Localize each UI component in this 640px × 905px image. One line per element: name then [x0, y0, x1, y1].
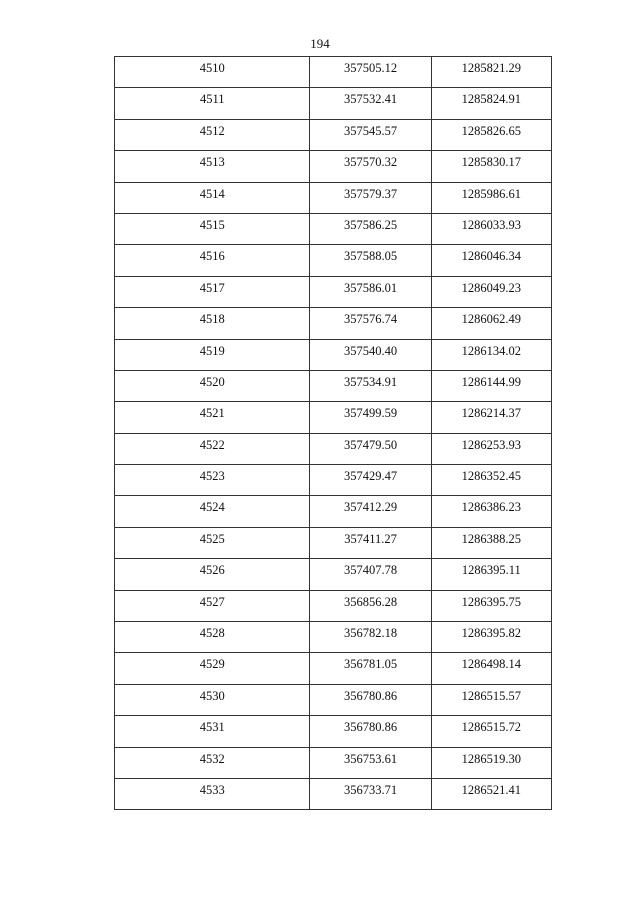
point-number-text: 4531	[199, 720, 225, 735]
y-coordinate-cell	[431, 119, 551, 150]
point-number-text: 4525	[199, 531, 225, 546]
y-coordinate-text: 1286134.02	[461, 343, 522, 358]
table-row	[115, 716, 552, 747]
table-row	[115, 465, 552, 496]
x-coordinate-text: 357429.47	[344, 469, 398, 484]
x-coordinate-cell	[310, 308, 431, 339]
x-coordinate-cell	[310, 245, 431, 276]
y-coordinate-cell	[431, 182, 551, 213]
point-number-cell	[115, 151, 310, 182]
point-number-text: 4528	[199, 626, 225, 641]
point-number-cell	[115, 684, 310, 715]
table-body	[115, 57, 552, 810]
y-coordinate-text: 1285824.91	[461, 92, 522, 107]
table-row	[115, 119, 552, 150]
y-coordinate-cell	[431, 88, 551, 119]
y-coordinate-cell	[431, 653, 551, 684]
x-coordinate-cell	[310, 119, 431, 150]
y-coordinate-text: 1286033.93	[461, 217, 522, 232]
y-coordinate-cell	[431, 213, 551, 244]
point-number-cell	[115, 402, 310, 433]
x-coordinate-cell	[310, 590, 431, 621]
x-coordinate-cell	[310, 402, 431, 433]
point-number-cell	[115, 747, 310, 778]
y-coordinate-text: 1286049.23	[461, 280, 522, 295]
point-number-text: 4515	[199, 217, 225, 232]
table-row	[115, 747, 552, 778]
table-row	[115, 245, 552, 276]
y-coordinate-text: 1286388.25	[461, 531, 522, 546]
y-coordinate-text: 1286395.82	[461, 626, 522, 641]
y-coordinate-text: 1285986.61	[461, 186, 522, 201]
point-number-text: 4512	[199, 123, 225, 138]
table-row	[115, 370, 552, 401]
point-number-cell	[115, 276, 310, 307]
x-coordinate-cell	[310, 653, 431, 684]
y-coordinate-cell	[431, 402, 551, 433]
x-coordinate-text: 357411.27	[344, 531, 397, 546]
y-coordinate-text: 1286253.93	[461, 437, 522, 452]
x-coordinate-text: 357412.29	[344, 500, 398, 515]
x-coordinate-cell	[310, 151, 431, 182]
table-row	[115, 684, 552, 715]
page-number: 194	[310, 36, 330, 51]
table-row	[115, 622, 552, 653]
table-row	[115, 213, 552, 244]
y-coordinate-text: 1286515.57	[461, 688, 522, 703]
x-coordinate-cell	[310, 276, 431, 307]
table-row	[115, 88, 552, 119]
y-coordinate-text: 1286062.49	[461, 312, 522, 327]
point-number-cell	[115, 119, 310, 150]
table-row	[115, 496, 552, 527]
y-coordinate-text: 1286498.14	[461, 657, 522, 672]
point-number-text: 4530	[199, 688, 225, 703]
point-number-text: 4532	[199, 751, 225, 766]
x-coordinate-cell	[310, 684, 431, 715]
point-number-cell	[115, 653, 310, 684]
y-coordinate-text: 1286214.37	[461, 406, 522, 421]
x-coordinate-cell	[310, 182, 431, 213]
y-coordinate-cell	[431, 747, 551, 778]
y-coordinate-text: 1286521.41	[461, 782, 522, 797]
x-coordinate-text: 356780.86	[344, 688, 398, 703]
coordinates-table	[114, 56, 552, 810]
x-coordinate-text: 357586.25	[344, 217, 398, 232]
x-coordinate-text: 357579.37	[344, 186, 398, 201]
point-number-cell	[115, 465, 310, 496]
y-coordinate-cell	[431, 370, 551, 401]
point-number-cell	[115, 433, 310, 464]
point-number-text: 4513	[199, 155, 225, 170]
y-coordinate-text: 1286519.30	[461, 751, 522, 766]
table-row	[115, 559, 552, 590]
x-coordinate-cell	[310, 778, 431, 809]
x-coordinate-text: 356782.18	[344, 626, 398, 641]
point-number-cell	[115, 57, 310, 88]
x-coordinate-text: 357499.59	[344, 406, 398, 421]
table-row	[115, 527, 552, 558]
y-coordinate-text: 1286144.99	[461, 374, 522, 389]
point-number-cell	[115, 559, 310, 590]
x-coordinate-text: 357540.40	[344, 343, 398, 358]
x-coordinate-cell	[310, 57, 431, 88]
point-number-cell	[115, 778, 310, 809]
point-number-text: 4510	[199, 61, 225, 75]
x-coordinate-text: 357407.78	[344, 563, 398, 578]
y-coordinate-cell	[431, 559, 551, 590]
point-number-cell	[115, 182, 310, 213]
point-number-cell	[115, 339, 310, 370]
y-coordinate-text: 1286395.11	[461, 563, 521, 578]
y-coordinate-cell	[431, 57, 551, 88]
x-coordinate-text: 357576.74	[344, 312, 398, 327]
point-number-cell	[115, 496, 310, 527]
table-row	[115, 433, 552, 464]
table-row	[115, 308, 552, 339]
y-coordinate-text: 1285826.65	[461, 123, 522, 138]
y-coordinate-cell	[431, 527, 551, 558]
point-number-text: 4518	[199, 312, 225, 327]
point-number-cell	[115, 213, 310, 244]
x-coordinate-cell	[310, 622, 431, 653]
point-number-text: 4514	[199, 186, 225, 201]
y-coordinate-cell	[431, 778, 551, 809]
table-row	[115, 653, 552, 684]
table-row	[115, 778, 552, 809]
point-number-text: 4519	[199, 343, 225, 358]
x-coordinate-text: 356856.28	[344, 594, 398, 609]
x-coordinate-text: 357588.05	[344, 249, 398, 264]
y-coordinate-cell	[431, 716, 551, 747]
y-coordinate-cell	[431, 590, 551, 621]
table-row	[115, 182, 552, 213]
point-number-text: 4511	[199, 92, 225, 107]
point-number-text: 4516	[199, 249, 225, 264]
table-row	[115, 151, 552, 182]
point-number-text: 4520	[199, 374, 225, 389]
x-coordinate-text: 357545.57	[344, 123, 398, 138]
table-row	[115, 276, 552, 307]
point-number-text: 4527	[199, 594, 225, 609]
table-row	[115, 402, 552, 433]
x-coordinate-cell	[310, 716, 431, 747]
x-coordinate-cell	[310, 88, 431, 119]
y-coordinate-cell	[431, 276, 551, 307]
point-number-text: 4529	[199, 657, 225, 672]
y-coordinate-cell	[431, 496, 551, 527]
x-coordinate-cell	[310, 527, 431, 558]
x-coordinate-text: 357534.91	[344, 374, 398, 389]
point-number-text: 4523	[199, 469, 225, 484]
y-coordinate-text: 1286395.75	[461, 594, 522, 609]
y-coordinate-cell	[431, 245, 551, 276]
y-coordinate-cell	[431, 433, 551, 464]
point-number-text: 4524	[199, 500, 225, 515]
x-coordinate-cell	[310, 559, 431, 590]
table-row	[115, 339, 552, 370]
x-coordinate-cell	[310, 496, 431, 527]
x-coordinate-text: 357570.32	[344, 155, 398, 170]
point-number-text: 4517	[199, 280, 225, 295]
y-coordinate-text: 1286386.23	[461, 500, 522, 515]
point-number-cell	[115, 590, 310, 621]
x-coordinate-text: 357479.50	[344, 437, 398, 452]
y-coordinate-cell	[431, 622, 551, 653]
x-coordinate-text: 356753.61	[344, 751, 398, 766]
point-number-text: 4521	[199, 406, 225, 421]
x-coordinate-text: 356780.86	[344, 720, 398, 735]
point-number-text: 4526	[199, 563, 225, 578]
x-coordinate-text: 357586.01	[344, 280, 398, 295]
y-coordinate-cell	[431, 684, 551, 715]
point-number-cell	[115, 716, 310, 747]
point-number-cell	[115, 622, 310, 653]
x-coordinate-cell	[310, 433, 431, 464]
table-row	[115, 590, 552, 621]
point-number-text: 4522	[199, 437, 225, 452]
y-coordinate-cell	[431, 151, 551, 182]
y-coordinate-text: 1286352.45	[461, 469, 522, 484]
x-coordinate-cell	[310, 747, 431, 778]
table-row	[115, 57, 552, 88]
y-coordinate-text: 1285830.17	[461, 155, 522, 170]
x-coordinate-cell	[310, 465, 431, 496]
x-coordinate-cell	[310, 370, 431, 401]
y-coordinate-cell	[431, 308, 551, 339]
point-number-cell	[115, 527, 310, 558]
point-number-text: 4533	[199, 782, 225, 797]
point-number-cell	[115, 245, 310, 276]
y-coordinate-cell	[431, 339, 551, 370]
point-number-cell	[115, 308, 310, 339]
x-coordinate-text: 357505.12	[344, 61, 398, 75]
x-coordinate-text: 356781.05	[344, 657, 398, 672]
x-coordinate-text: 356733.71	[344, 782, 398, 797]
y-coordinate-cell	[431, 465, 551, 496]
point-number-cell	[115, 88, 310, 119]
x-coordinate-cell	[310, 339, 431, 370]
y-coordinate-text: 1286046.34	[461, 249, 522, 264]
x-coordinate-cell	[310, 213, 431, 244]
point-number-cell	[115, 370, 310, 401]
y-coordinate-text: 1285821.29	[461, 61, 522, 75]
x-coordinate-text: 357532.41	[344, 92, 398, 107]
y-coordinate-text: 1286515.72	[461, 720, 522, 735]
